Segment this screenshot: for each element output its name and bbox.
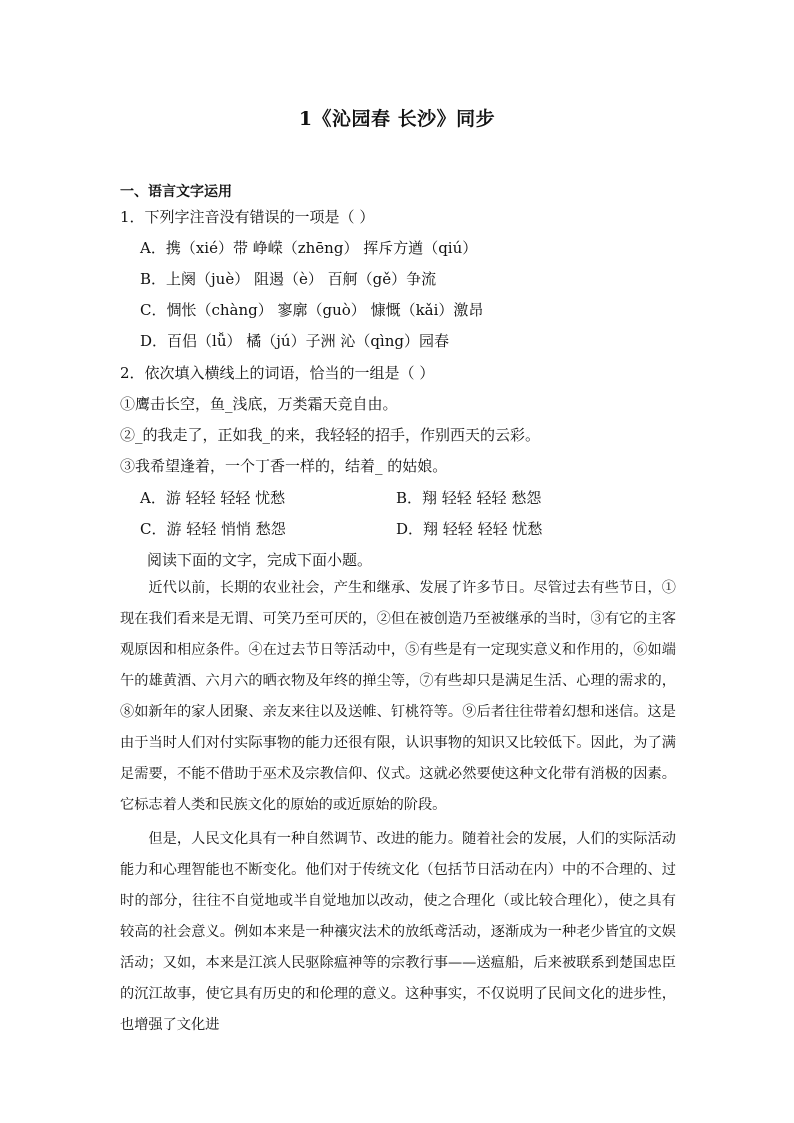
question-2-option-b: B．翔 轻轻 轻轻 愁怨 — [396, 489, 542, 507]
question-2-item-2: ②_的我走了，正如我_的来，我轻轻的招手，作别西天的云彩。 — [120, 426, 541, 444]
question-1-option-d: D．百侣（lǚ） 橘（jú）子洲 沁（qìng）园春 — [140, 332, 449, 350]
question-1-option-a: A．携（xié）带 峥嵘（zhēng） 挥斥方遒（qiú） — [140, 239, 478, 257]
question-1-stem: 1．下列字注音没有错误的一项是（ ） — [120, 208, 375, 226]
reading-paragraph-1: 近代以前，长期的农业社会，产生和继承、发展了许多节日。尽管过去有些节日，①现在我们看来是无谓、可笑乃至可厌的，②但在被创造乃至被继承的当时，③有它的主客观原因和相应条件。④在过去节日等活动中，⑤有些是有一定现实意义和作用的，⑥如端午的雄黄酒、六月六的晒衣物及年终的掸尘等，⑦有些却只是满足生活、心理的需求的，⑧如新年的家人团聚、亲友来往以及送帷、钉桃符等。⑨后者往往带着幻想和迷信。这是由于当时人们对付实际事物的能力还很有限，认识事物的知识又比较低下。因此，为了满足需要，不能不借助于巫术及宗教信仰、仪式。这就必然要使这种文化带有消极的因素。它标志着人类和民族文化的原始的或近原始的阶段。 — [120, 580, 676, 813]
document-title: 1《沁园春 长沙》同步 — [298, 108, 496, 130]
question-2-option-c: C．游 轻轻 悄悄 愁怨 — [140, 520, 286, 538]
reading-paragraph-2: 但是，人民文化具有一种自然调节、改进的能力。随着社会的发展，人们的实际活动能力和心理智能也不断变化。他们对于传统文化（包括节日活动在内）中的不合理的、过时的部分，往往不自觉地或半自觉地加以改动，使之合理化（或比较合理化），使之具有较高的社会意义。例如本来是一种禳灾法术的放纸鸢活动，逐渐成为一种老少皆宜的文娱活动；又如，本来是江滨人民驱除瘟神等的宗教行事——送瘟船，后来被联系到楚国忠臣的沉江故事，使它具有历史的和伦理的意义。这种事实，不仅说明了民间文化的进步性，也增强了文化进 — [120, 831, 676, 1033]
question-2-item-1: ①鹰击长空，鱼_浅底，万类霜天竞自由。 — [120, 395, 398, 413]
reading-instruction: 阅读下面的文字，完成下面小题。 — [147, 551, 373, 569]
question-1-option-c: C．惆怅（chàng） 寥廓（guò） 慷慨（kǎi）激昂 — [140, 301, 484, 319]
question-1-option-b: B．上阕（juè） 阻遏（è） 百舸（gě）争流 — [140, 270, 437, 288]
section-heading: 一、语言文字运用 — [120, 184, 232, 200]
question-2-stem: 2．依次填入横线上的词语，恰当的一组是（ ） — [120, 364, 435, 382]
question-2-item-3: ③我希望逢着，一个丁香一样的，结着_ 的姑娘。 — [120, 457, 448, 475]
question-2-option-a: A．游 轻轻 轻轻 忧愁 — [140, 489, 286, 507]
question-2-option-d: D．翔 轻轻 轻轻 忧愁 — [396, 520, 543, 538]
